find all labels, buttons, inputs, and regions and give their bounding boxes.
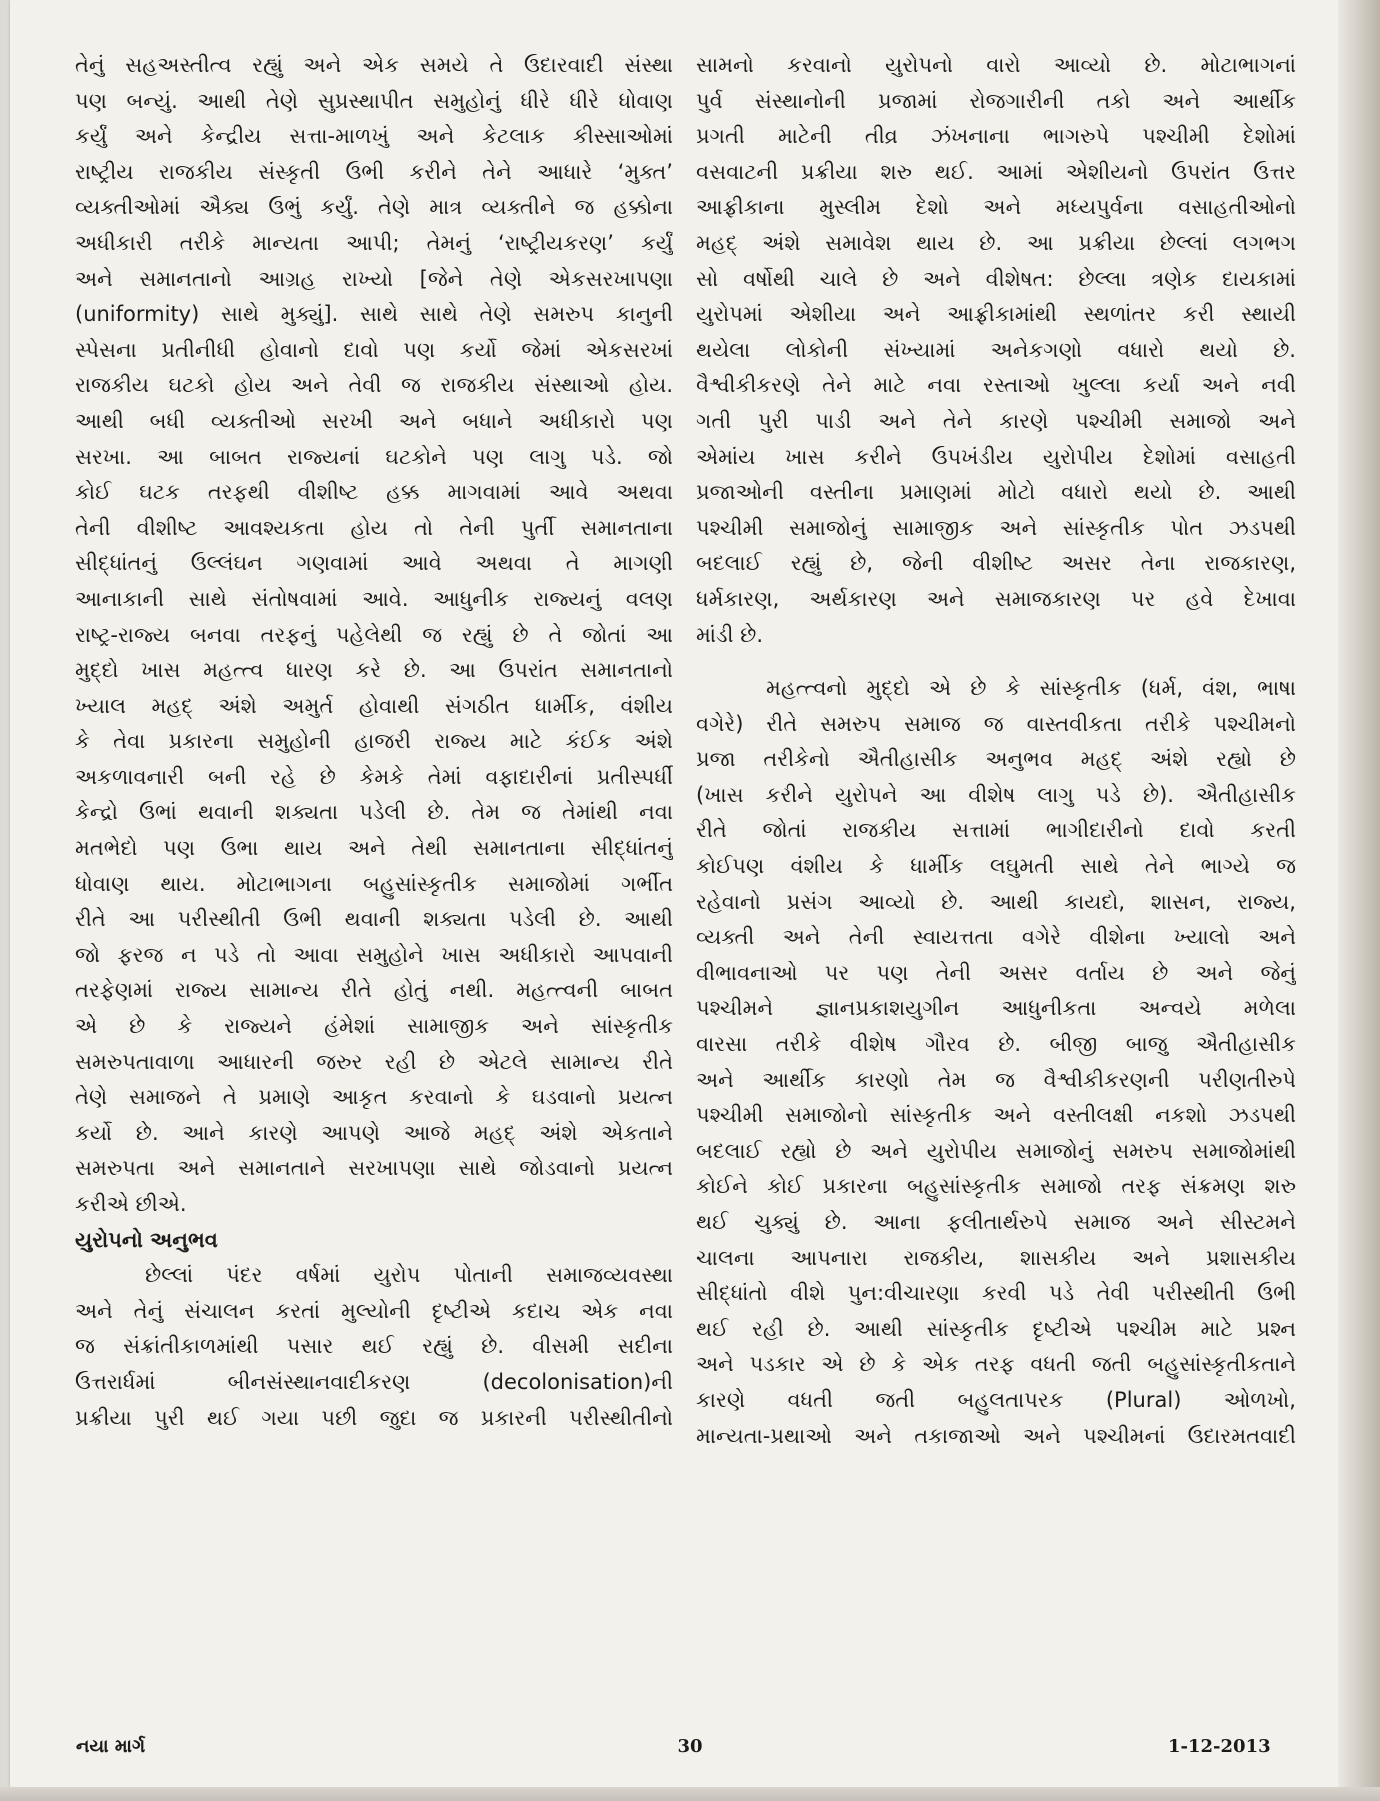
- text-line: અધીકારી તરીકે માન્યતા આપી; તેમનું ‘રાષ્ટ્રીયકરણ’ કર્યું: [75, 230, 673, 255]
- text-line: અને પડકાર એ છે કે એક તરફ વધતી જતી બહુસાંસ્કૃતીકતાને: [696, 1352, 1296, 1377]
- text-line: બદલાઈ રહ્યું છે, જેની વીશીષ્ટ અસર તેના રાજકારણ,: [696, 551, 1296, 576]
- text-line: રીતે આ પરીસ્થીતી ઉભી થવાની શક્યતા પડેલી છે. આથી: [75, 907, 673, 932]
- text-line: સમરુપતા અને સમાનતાને સરખાપણા સાથે જોડવાનો પ્રયત્ન: [75, 1156, 673, 1181]
- text-line: વીભાવનાઓ પર પણ તેની અસર વર્તાય છે અને જેનું: [696, 960, 1296, 985]
- right-paragraph-1: [696, 48, 1296, 653]
- footer-page-number: 30: [677, 1736, 703, 1757]
- footer-date: 1-12-2013: [1168, 1736, 1271, 1757]
- text-line: રાષ્ટ્ર-રાજ્ય બનવા તરફનું પહેલેથી જ રહ્યું છે તે જોતાં આ: [75, 622, 673, 647]
- text-line: કારણે વધતી જતી બહુલતાપરક (Plural) ઓળખો,: [696, 1387, 1296, 1412]
- text-line: અકળાવનારી બની રહે છે કેમકે તેમાં વફાદારીનાં પ્રતીસ્પર્ધી: [75, 764, 673, 789]
- left-column: [75, 48, 673, 1436]
- text-line: માન્યતા-પ્રથાઓ અને તકાજાઓ અને પશ્ચીમનાં ઉદારમતવાદી: [696, 1423, 1296, 1448]
- text-line: કર્યું અને કેન્દ્રીય સત્તા-માળખું અને કેટલાક કીસ્સાઓમાં: [75, 124, 673, 149]
- text-line: સમરુપતાવાળા આધારની જરુર રહી છે એટલે સામાન્ય રીતે: [75, 1049, 673, 1074]
- text-line: સીદ્ધાંતો વીશે પુન:વીચારણા કરવી પડે તેવી પરીસ્થીતી ઉભી: [696, 1281, 1296, 1306]
- text-line: જો ફરજ ન પડે તો આવા સમુહોને ખાસ અધીકારો આપવાની: [75, 942, 673, 967]
- text-line: એ છે કે રાજ્યને હંમેશાં સામાજીક અને સાંસ્કૃતીક: [75, 1014, 673, 1039]
- text-line: કરીએ છીએ.: [75, 1192, 187, 1216]
- text-line: પશ્ચીમને જ્ઞાનપ્રકાશયુગીન આધુનીકતા અન્વયે મળેલા: [696, 996, 1296, 1021]
- text-line: પુર્વ સંસ્થાનોની પ્રજામાં રોજગારીની તકો અને આર્થીક: [696, 88, 1296, 113]
- left-paragraph-1: [75, 48, 673, 1223]
- text-line: થઈ રહી છે. આથી સાંસ્કૃતીક દૃષ્ટીએ પશ્ચીમ માટે પ્રશ્ન: [696, 1316, 1296, 1341]
- text-line: કેન્દ્રો ઉભાં થવાની શક્યતા પડેલી છે. તેમ જ તેમાંથી નવા: [75, 800, 673, 825]
- text-line: જ સંક્રાંતીકાળમાંથી પસાર થઈ રહ્યું છે. વીસમી સદીના: [75, 1334, 673, 1359]
- section-heading: યુરોપનો અનુભવ: [75, 1227, 218, 1252]
- text-line: તેની વીશીષ્ટ આવશ્યકતા હોય તો તેની પુર્તી સમાનતાના: [75, 515, 673, 540]
- page-edge-bottom: [0, 1787, 1380, 1801]
- text-line: ધર્મકારણ, અર્થકારણ અને સમાજકારણ પર હવે દેખાવા: [696, 586, 1296, 611]
- text-line: સામનો કરવાનો યુરોપનો વારો આવ્યો છે. મોટાભાગનાં: [696, 53, 1296, 77]
- text-line: પ્રજાઓની વસ્તીના પ્રમાણમાં મોટો વધારો થયો છે. આથી: [696, 480, 1296, 505]
- text-line: પશ્ચીમી સમાજોનું સામાજીક અને સાંસ્કૃતીક પોત ઝડપથી: [696, 515, 1296, 540]
- text-line: વ્યક્તીઓમાં ઐક્ય ઉભું કર્યું. તેણે માત્ર વ્યક્તીને જ હક્કોના: [75, 195, 673, 220]
- text-line: કોઈ ઘટક તરફથી વીશીષ્ટ હક્ક માગવામાં આવે અથવા: [75, 480, 673, 505]
- text-line: ધોવાણ થાય. મોટાભાગના બહુસાંસ્કૃતીક સમાજોમાં ગર્ભીત: [75, 871, 673, 896]
- text-line: રીતે જોતાં રાજકીય સત્તામાં ભાગીદારીનો દાવો કરતી: [696, 818, 1296, 843]
- text-line: મહત્ત્વનો મુદ્દો એ છે કે સાંસ્કૃતીક (ધર્મ, વંશ, ભાષા: [766, 676, 1296, 701]
- right-paragraph-2: [696, 671, 1296, 1454]
- magazine-page: [10, 0, 1338, 1788]
- text-line: યુરોપમાં એશીયા અને આફ્રીકામાંથી સ્થળાંતર કરી સ્થાયી: [696, 302, 1296, 327]
- text-line: સો વર્ષોથી ચાલે છે અને વીશેષત: છેલ્લા ત્રણેક દાયકામાં: [696, 266, 1296, 291]
- text-line: વારસા તરીકે વીશેષ ગૌરવ છે. બીજી બાજુ ઐતીહાસીક: [696, 1032, 1296, 1057]
- text-line: રાષ્ટ્રીય રાજકીય સંસ્કૃતી ઉભી કરીને તેને આધારે ‘મુક્ત’: [75, 159, 673, 184]
- text-line: તેનું સહઅસ્તીત્વ રહ્યું અને એક સમયે તે ઉદારવાદી સંસ્થા: [75, 53, 673, 77]
- text-line: સીદ્ધાંતનું ઉલ્લંઘન ગણવામાં આવે અથવા તે માગણી: [75, 551, 673, 576]
- text-line: રાજકીય ઘટકો હોય અને તેવી જ રાજકીય સંસ્થાઓ હોય.: [75, 373, 673, 398]
- text-line: (ખાસ કરીને યુરોપને આ વીશેષ લાગુ પડે છે). ઐતીહાસીક: [696, 782, 1296, 807]
- text-line: (uniformity) સાથે મુક્યું]. સાથે સાથે તેણે સમરુપ કાનુની: [75, 302, 673, 327]
- text-line: કે તેવા પ્રકારના સમુહોની હાજરી રાજ્ય માટે કંઈક અંશે: [75, 729, 673, 754]
- text-line: આથી બધી વ્યક્તીઓ સરખી અને બધાને અધીકારો પણ: [75, 408, 673, 433]
- text-line: સરખા. આ બાબત રાજ્યનાં ઘટકોને પણ લાગુ પડે. જો: [75, 444, 673, 469]
- text-line: મહદ્ અંશે સમાવેશ થાય છે. આ પ્રક્રીયા છેલ્લાં લગભગ: [696, 230, 1296, 255]
- text-line: કોઈપણ વંશીય કે ધાર્મીક લઘુમતી સાથે તેને ભાગ્યે જ: [696, 854, 1296, 879]
- text-line: ગતી પુરી પાડી અને તેને કારણે પશ્ચીમી સમાજો અને: [696, 408, 1296, 433]
- text-line: અને આર્થીક કારણો તેમ જ વૈશ્વીકીકરણની પરીણતીરુપે: [696, 1067, 1296, 1092]
- paragraph-spacer: [696, 653, 1296, 671]
- text-line: વ્યક્તી અને તેની સ્વાયત્તતા વગેરે વીશેના ખ્યાલો અને: [696, 925, 1296, 950]
- text-line: મુદ્દો ખાસ મહત્ત્વ ધારણ કરે છે. આ ઉપરાંત સમાનતાનો: [75, 658, 673, 683]
- text-line: મતભેદો પણ ઉભા થાય અને તેથી સમાનતાના સીદ્ધાંતનું: [75, 836, 673, 861]
- text-line: કોઈને કોઈ પ્રકારના બહુસાંસ્કૃતીક સમાજો તરફ સંક્રમણ શરુ: [696, 1174, 1296, 1199]
- text-line: વગેરે) રીતે સમરુપ સમાજ જ વાસ્તવીકતા તરીકે પશ્ચીમનો: [696, 711, 1296, 736]
- text-line: પ્રગતી માટેની તીવ્ર ઝંખનાના ભાગરુપે પશ્ચીમી દેશોમાં: [696, 124, 1296, 149]
- text-line: કર્યો છે. આને કારણે આપણે આજે મહદ્ અંશે એકતાને: [75, 1120, 673, 1145]
- text-line: ખ્યાલ મહદ્ અંશે અમુર્ત હોવાથી સંગઠીત ધાર્મીક, વંશીય: [75, 693, 673, 718]
- text-line: આનાકાની સાથે સંતોષવામાં આવે. આધુનીક રાજ્યનું વલણ: [75, 586, 673, 611]
- text-line: ઉત્તરાર્ધમાં બીનસંસ્થાનવાદીકરણ (decolonisation)ની: [75, 1369, 673, 1394]
- text-line: સ્પેસના પ્રતીનીધી હોવાનો દાવો પણ કર્યો જેમાં એકસરખાં: [75, 337, 673, 362]
- text-line: વૈશ્વીકીકરણે તેને માટે નવા રસ્તાઓ ખુલ્લા કર્યા અને નવી: [696, 373, 1296, 398]
- text-line: પ્રક્રીયા પુરી થઈ ગયા પછી જુદા જ પ્રકારની પરીસ્થીતીનો: [75, 1405, 673, 1430]
- left-paragraph-2: [75, 1258, 673, 1436]
- text-line: થઈ ચુક્યું છે. આના ફલીતાર્થરુપે સમાજ અને સીસ્ટમને: [696, 1210, 1296, 1234]
- text-line: તેણે સમાજને તે પ્રમાણે આકૃત કરવાનો કે ઘડવાનો પ્રયત્ન: [75, 1085, 673, 1110]
- text-line: થયેલા લોકોની સંખ્યામાં અનેકગણો વધારો થયો છે.: [696, 337, 1296, 362]
- right-column: [696, 48, 1296, 1454]
- text-line: પણ બન્યું. આથી તેણે સુપ્રસ્થાપીત સમુહોનું ધીરે ધીરે ધોવાણ: [75, 88, 673, 113]
- text-line: રહેવાનો પ્રસંગ આવ્યો છે. આથી કાયદો, શાસન, રાજ્ય,: [696, 889, 1296, 914]
- text-line: અને સમાનતાનો આગ્રહ રાખ્યો [જેને તેણે એકસરખાપણા: [75, 266, 673, 291]
- text-line: ચાલના આપનારા રાજકીય, શાસકીય અને પ્રશાસકીય: [696, 1245, 1296, 1270]
- text-line: માંડી છે.: [696, 622, 764, 647]
- text-line: બદલાઈ રહ્યો છે અને યુરોપીય સમાજોનું સમરુપ સમાજોમાંથી: [696, 1138, 1296, 1163]
- text-line: અને તેનું સંચાલન કરતાં મુલ્યોની દૃષ્ટીએ કદાચ એક નવા: [75, 1298, 673, 1323]
- text-line: પશ્ચીમી સમાજોનો સાંસ્કૃતીક અને વસ્તીલક્ષી નકશો ઝડપથી: [696, 1103, 1296, 1128]
- page-edge-right: [1338, 0, 1380, 1801]
- text-line: તરફેણમાં રાજ્ય સામાન્ય રીતે હોતું નથી. મહત્ત્વની બાબત: [75, 978, 673, 1003]
- footer-publication: નયા માર્ગ: [76, 1736, 146, 1757]
- text-line: છેલ્લાં પંદર વર્ષમાં યુરોપ પોતાની સમાજવ્યવસ્થા: [145, 1263, 673, 1288]
- text-line: વસવાટની પ્રક્રીયા શરુ થઈ. આમાં એશીયનો ઉપરાંત ઉત્તર: [696, 159, 1296, 184]
- text-line: પ્રજા તરીકેનો ઐતીહાસીક અનુભવ મહદ્ અંશે રહ્યો છે: [696, 747, 1296, 772]
- text-line: એમાંય ખાસ કરીને ઉપખંડીય યુરોપીય દેશોમાં વસાહતી: [696, 444, 1296, 469]
- text-line: આફ્રીકાના મુસ્લીમ દેશો અને મધ્યપુર્વના વસાહતીઓનો: [696, 195, 1296, 220]
